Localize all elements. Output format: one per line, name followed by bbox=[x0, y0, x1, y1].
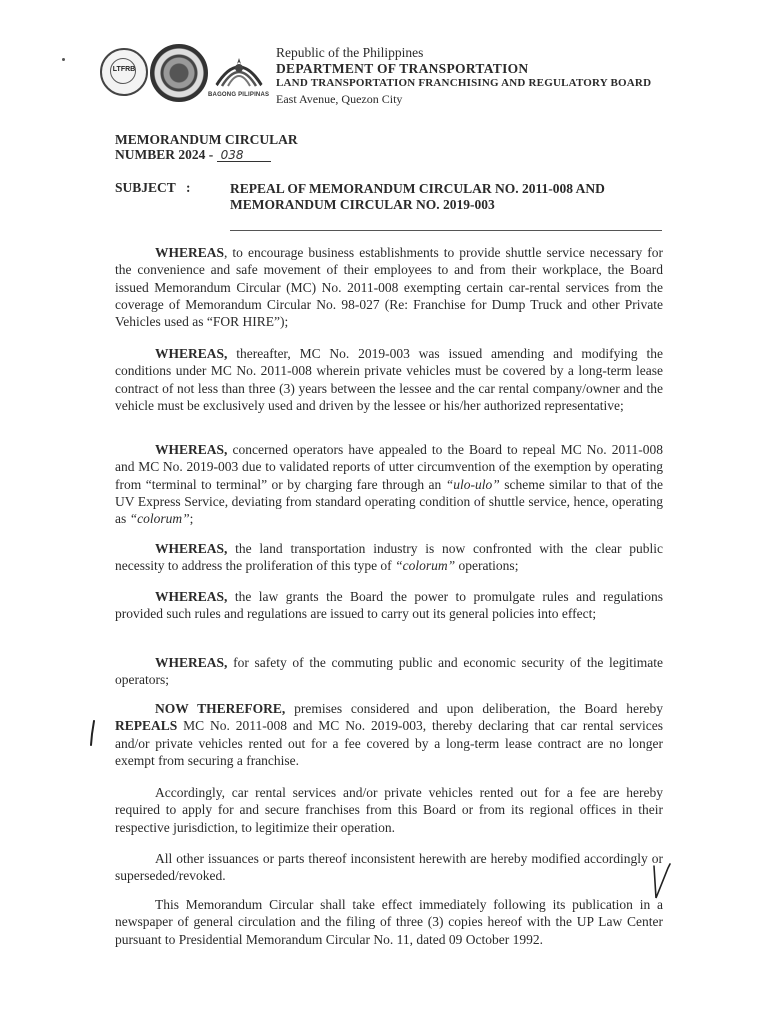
subject-line-2: MEMORANDUM CIRCULAR NO. 2019-003 bbox=[230, 197, 495, 212]
subject-text bbox=[230, 181, 650, 213]
letterhead-address: East Avenue, Quezon City bbox=[276, 92, 403, 106]
paragraph-whereas-6 bbox=[115, 654, 663, 689]
paragraph-text: scheme similar to that of the UV Express Service, deviating from standard operating condition of shuttle service, hence, operating as bbox=[115, 476, 663, 527]
paragraph-whereas-1 bbox=[115, 244, 663, 330]
paragraph-lead: WHEREAS bbox=[155, 245, 225, 260]
paragraph-lead: WHEREAS, bbox=[155, 589, 228, 604]
subject-divider bbox=[230, 230, 662, 231]
bagong-pilipinas-logo-icon bbox=[210, 46, 268, 94]
paragraph-text: MC No. 2011-008 and MC No. 2019-003, thereby declaring that car rental services and/or private vehicles rented out for a fee covered by a long-term lease contract are no longer exempt from securing a franchise. bbox=[115, 718, 663, 768]
paragraph-lead: WHEREAS, bbox=[155, 541, 228, 556]
paragraph-whereas-4 bbox=[115, 540, 663, 575]
subject-line-1: REPEAL OF MEMORANDUM CIRCULAR NO. 2011-008 AND bbox=[230, 181, 605, 196]
stray-dot bbox=[62, 58, 65, 61]
subject-colon: : bbox=[186, 180, 191, 195]
paragraph-effectivity bbox=[115, 896, 663, 948]
ltfrb-seal-text: LTFRB bbox=[112, 66, 136, 73]
paragraph-lead: WHEREAS, bbox=[155, 346, 228, 361]
memo-title: MEMORANDUM CIRCULAR bbox=[115, 132, 298, 147]
paragraph-lead: WHEREAS, bbox=[155, 655, 228, 670]
paragraph-whereas-2 bbox=[115, 345, 663, 414]
paragraph-text: Accordingly, car rental services and/or private vehicles rented out for a fee are hereby required to apply for and secure franchises from this Board or from its regional offices in their respective jurisdiction, to legitimize their operation. bbox=[115, 785, 663, 835]
paragraph-lead: WHEREAS, bbox=[155, 442, 228, 457]
paragraph-other-issuances bbox=[115, 850, 663, 885]
paragraph-whereas-5 bbox=[115, 588, 663, 623]
handwritten-margin-mark-icon bbox=[88, 720, 98, 746]
paragraph-lead: NOW THEREFORE, bbox=[155, 701, 286, 716]
paragraph-text: premises considered and upon deliberation, the Board hereby bbox=[285, 701, 663, 716]
letterhead-board: LAND TRANSPORTATION FRANCHISING AND REGULATORY BOARD bbox=[276, 77, 652, 89]
ltfrb-seal-icon bbox=[100, 48, 148, 96]
paragraph-now-therefore bbox=[115, 700, 663, 769]
paragraph-text: This Memorandum Circular shall take effect immediately following its publication in a newspaper of general circulation and the filing of three (3) copies hereof with the UP Law Center pursuant to Presidential Memorandum Circular No. 11, dated 09 October 1992. bbox=[115, 897, 663, 947]
paragraph-text: the land transportation industry is now confronted with the clear public necessity to address the proliferation of this type of bbox=[115, 541, 663, 574]
handwritten-initial-mark-icon bbox=[646, 862, 674, 902]
paragraph-accordingly bbox=[115, 784, 663, 836]
subject-label: SUBJECT bbox=[115, 180, 176, 195]
dotr-seal-icon bbox=[150, 44, 208, 102]
paragraph-italic: “colorum” bbox=[129, 511, 190, 527]
paragraph-text: operations; bbox=[455, 558, 519, 574]
letterhead-republic: Republic of the Philippines bbox=[276, 45, 424, 60]
paragraph-italic: “ulo-ulo” bbox=[445, 476, 500, 492]
paragraph-text: the law grants the Board the power to promulgate rules and regulations provided such rules and regulations are issued to carry out its general policies into effect; bbox=[115, 589, 663, 622]
memo-number bbox=[115, 148, 271, 162]
memo-number-label: NUMBER 2024 - bbox=[115, 147, 217, 162]
memo-number-handwritten: 038 bbox=[217, 149, 271, 162]
bagong-pilipinas-label: BAGONG PILIPINAS bbox=[208, 92, 270, 98]
letterhead-logos bbox=[100, 44, 276, 104]
paragraph-text: ; bbox=[189, 511, 194, 527]
paragraph-whereas-3 bbox=[115, 441, 663, 527]
paragraph-text: for safety of the commuting public and economic security of the legitimate operators; bbox=[115, 655, 663, 688]
letterhead-department: DEPARTMENT OF TRANSPORTATION bbox=[276, 61, 529, 76]
paragraph-bold: REPEALS bbox=[115, 718, 178, 734]
paragraph-italic: “colorum” bbox=[395, 558, 456, 574]
paragraph-text: , to encourage business establishments to provide shuttle service necessary for the convenience and safe movement of their employees to and from their workplace, the Board issued Memorandum Circular (MC) No. 2011-008 exempting certain car-rental services from the coverage of Memorandum Circular No. 98-027 (Re: Franchise for Dump Truck and other Private Vehicles used as “FOR HIRE”); bbox=[115, 245, 663, 330]
paragraph-text: All other issuances or parts thereof inconsistent herewith are hereby modified accordingly or superseded/revoked. bbox=[115, 851, 663, 884]
paragraph-text: concerned operators have appealed to the Board to repeal MC No. 2011-008 and MC No. 2019-003 due to validated reports of utter circumvention of the exemption by operating from “terminal to terminal” or by charging fare through an bbox=[115, 442, 663, 492]
paragraph-text: thereafter, MC No. 2019-003 was issued amending and modifying the conditions under MC No. 2011-008 wherein private vehicles must be covered by a long-term lease contract of not less than three (3) years between the lessee and the car rental company/owner and the vehicle must be exclusively used and driven by the lessee or his/her authorized representative; bbox=[115, 346, 663, 413]
